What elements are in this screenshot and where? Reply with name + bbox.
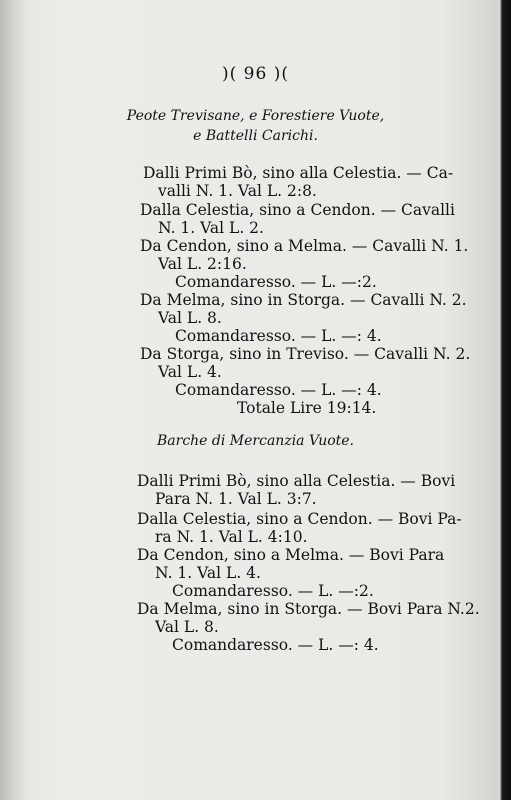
section2-title: Barche di Mercanzia Vuote. [157,433,354,449]
section1-title-line2: e Battelli Carichi. [193,128,318,144]
section1-line: Val L. 2:16. [158,255,247,273]
section1-line: Val L. 4. [158,363,222,381]
section2-line: Da Melma, sino in Storga. — Bovi Para N.2. [137,600,480,618]
section1-total: Totale Lire 19:14. [237,399,377,417]
section1-title-line1: Peote Trevisane, e Forestiere Vuote, [126,108,385,124]
section2-line: Da Cendon, sino a Melma. — Bovi Para [137,546,445,564]
section1-line: Comandaresso. — L. —:2. [175,273,377,291]
section2-line: Val L. 8. [155,618,219,636]
section1-line: Val L. 8. [158,309,222,327]
section1-line: Comandaresso. — L. —: 4. [175,381,382,399]
section1-line: Da Storga, sino in Treviso. — Cavalli N. 2. [140,345,471,363]
section2-line: Dalli Primi Bò, sino alla Celestia. — Bovi [137,472,456,490]
section2-line: Para N. 1. Val L. 3:7. [155,490,317,508]
section2-line: N. 1. Val L. 4. [155,564,261,582]
section1-line: valli N. 1. Val L. 2:8. [158,182,317,200]
section2-line: Comandaresso. — L. —: 4. [172,636,379,654]
section1-line: N. 1. Val L. 2. [158,219,264,237]
section1-line: Comandaresso. — L. —: 4. [175,327,382,345]
page-number: )( 96 )( [222,64,289,84]
section2-line: Dalla Celestia, sino a Cendon. — Bovi Pa- [137,510,462,528]
section1-line: Dalla Celestia, sino a Cendon. — Cavalli [140,201,455,219]
section2-line: Comandaresso. — L. —:2. [172,582,374,600]
section1-line: Da Cendon, sino a Melma. — Cavalli N. 1. [140,237,469,255]
section1-line: Da Melma, sino in Storga. — Cavalli N. 2. [140,291,467,309]
section2-line: ra N. 1. Val L. 4:10. [155,528,308,546]
section1-line: Dalli Primi Bò, sino alla Celestia. — Ca- [143,164,454,182]
